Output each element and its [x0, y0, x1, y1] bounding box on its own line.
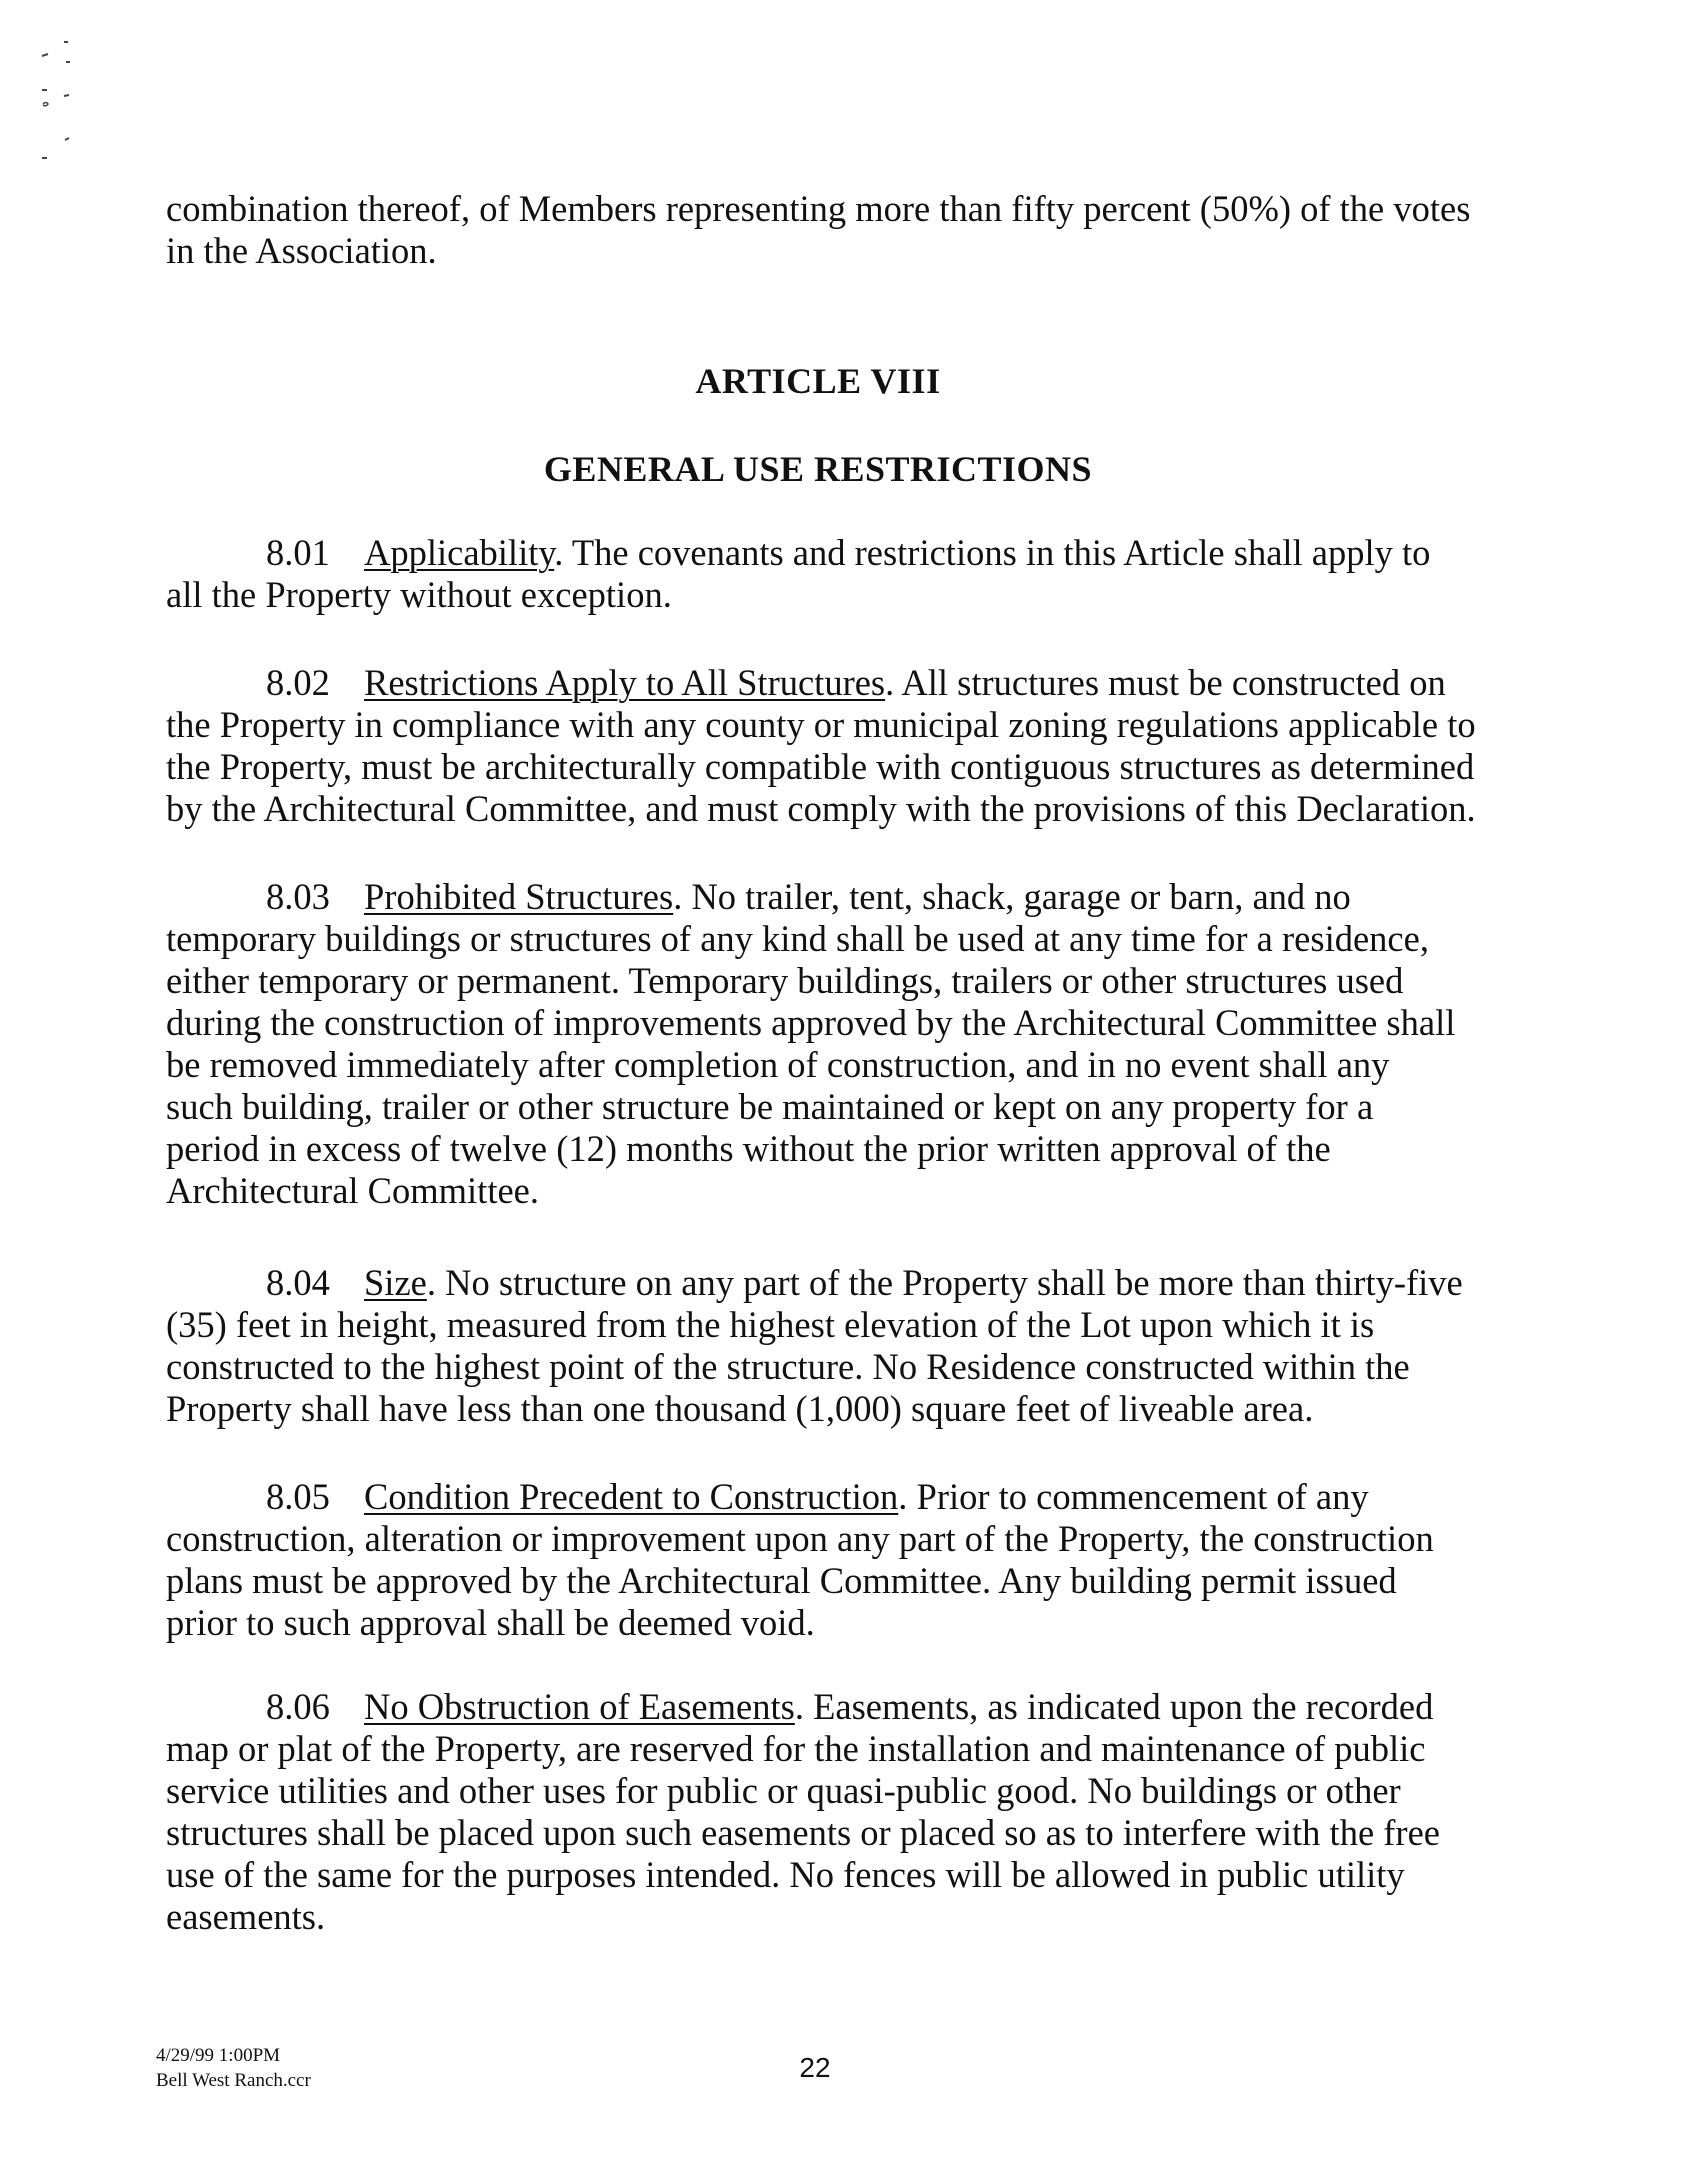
section-number: 8.06: [266, 1686, 330, 1727]
section-8-05: [166, 1476, 1456, 1644]
section-number: 8.03: [266, 876, 330, 917]
section-body: . Prior to commencement of any construction, alteration or improvement upon any part of the Property, the construction plans must be approved by the Architectural Committee. Any building permit issued prior to such approval shall be deemed void.: [166, 1476, 1434, 1643]
continuation-text: combination thereof, of Members representing more than fifty percent (50%) of the votes in the Association.: [166, 188, 1471, 271]
section-heading: Restrictions Apply to All Structures: [364, 662, 886, 703]
section-body: . No structure on any part of the Property shall be more than thirty-five (35) feet in height, measured from the highest elevation of the Lot upon which it is constructed to the highest point of the structure. No Residence constructed within the Property shall have less than one thousand (1,000) square feet of liveable area.: [166, 1262, 1463, 1429]
footer-timestamp: 4/29/99 1:00PM: [156, 2045, 281, 2066]
footer-file-info: [156, 2043, 311, 2093]
section-8-03: [166, 876, 1456, 1212]
page-number: 22: [799, 2052, 831, 2083]
section-body: . No trailer, tent, shack, garage or barn, and no temporary buildings or structures of any kind shall be used at any time for a residence, either temporary or permanent. Temporary buildings, trailers or other structures used during the construction of improvements approved by the Architectural Committee shall be removed immediately after completion of construction, and in no event shall any such building, trailer or other structure be maintained or kept on any property for a period in excess of twelve (12) months without the prior written approval of the Architectural Committee.: [166, 876, 1456, 1211]
section-8-06: [166, 1686, 1456, 1938]
scan-margin-marks: [38, 40, 78, 170]
section-number: 8.02: [266, 662, 330, 703]
footer-filename: Bell West Ranch.ccr: [156, 2070, 311, 2091]
continuation-paragraph: [166, 188, 1476, 272]
section-heading: Applicability: [364, 532, 555, 573]
article-title: GENERAL USE RESTRICTIONS: [543, 449, 1093, 489]
section-body: . Easements, as indicated upon the recorded map or plat of the Property, are reserved for the installation and maintenance of public service utilities and other uses for public or quasi-public good. No buildings or other structures shall be placed upon such easements or placed so as to interfere with the free use of the same for the purposes intended. No fences will be allowed in public utility easements.: [166, 1686, 1440, 1937]
article-number: ARTICLE VIII: [695, 361, 941, 401]
section-body: . All structures must be constructed on the Property in compliance with any county or municipal zoning regulations applicable to the Property, must be architecturally compatible with contiguous structures as determined by the Architectural Committee, and must comply with the provisions of this Declaration.: [166, 662, 1476, 829]
section-body: . The covenants and restrictions in this Article shall apply to all the Property without exception.: [166, 532, 1431, 615]
section-heading: Prohibited Structures: [364, 876, 674, 917]
section-heading: Size: [364, 1262, 427, 1303]
section-8-01: [166, 532, 1466, 616]
section-number: 8.05: [266, 1476, 330, 1517]
section-heading: No Obstruction of Easements: [364, 1686, 795, 1727]
section-number: 8.04: [266, 1262, 330, 1303]
section-8-02: [166, 662, 1476, 830]
section-heading: Condition Precedent to Construction: [364, 1476, 899, 1517]
section-8-04: [166, 1262, 1466, 1430]
section-number: 8.01: [266, 532, 330, 573]
